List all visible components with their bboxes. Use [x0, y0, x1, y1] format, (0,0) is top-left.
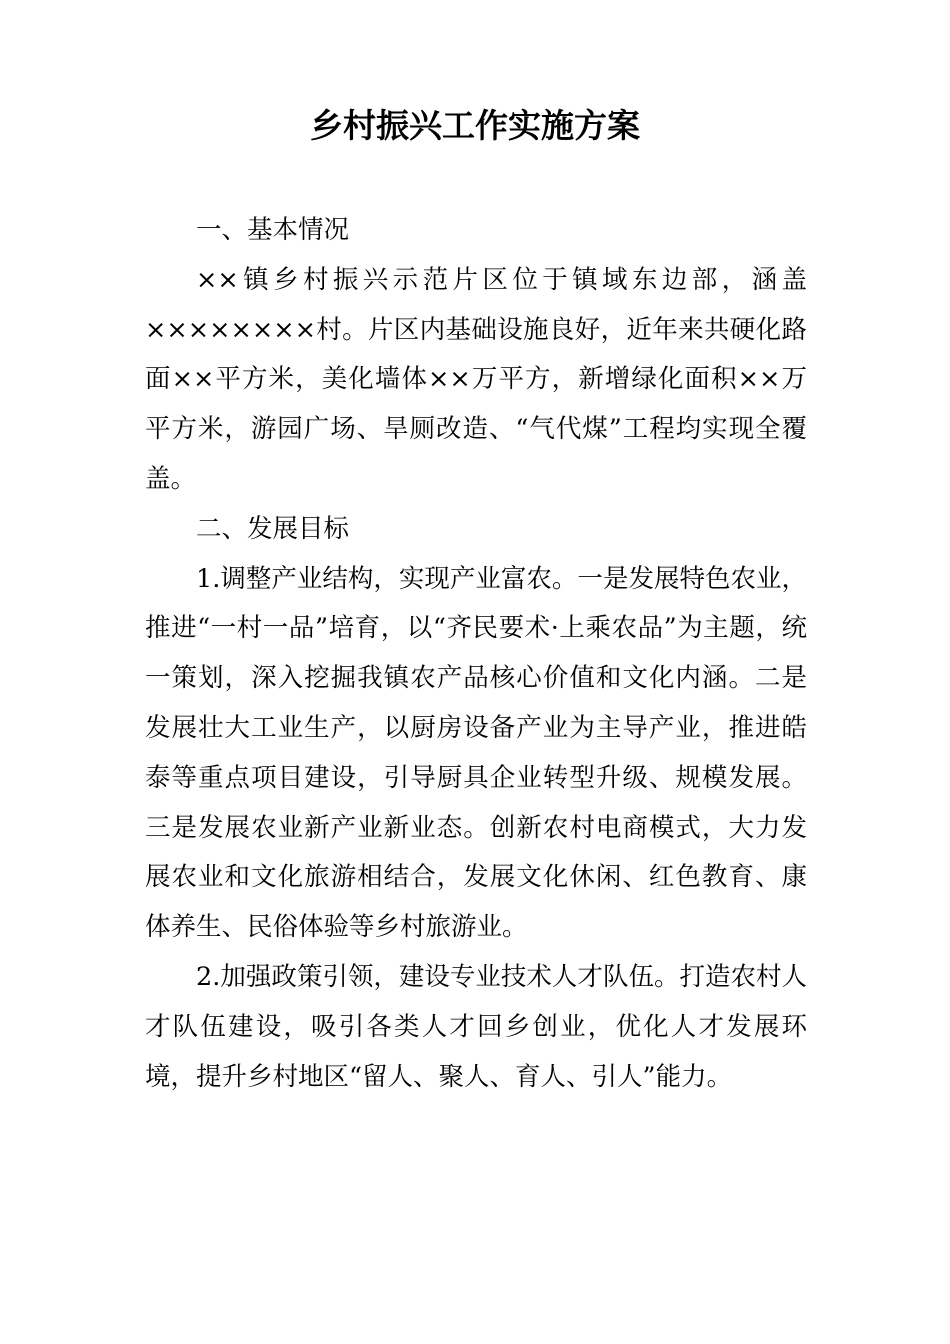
document-body: [145, 206, 807, 1102]
paragraph: 1.调整产业结构，实现产业富农。一是发展特色农业，推进“一村一品”培育，以“齐民要术·上乘农品”为主题，统一策划，深入挖掘我镇农产品核心价值和文化内涵。二是发展壮大工业生产，以厨房设备产业为主导产业，推进皓泰等重点项目建设，引导厨具企业转型升级、规模发展。三是发展农业新产业新业态。创新农村电商模式，大力发展农业和文化旅游相结合，发展文化休闲、红色教育、康体养生、民俗体验等乡村旅游业。: [145, 563, 807, 943]
section-basic-situation: [145, 206, 807, 505]
section-heading: 一、基本情况: [196, 215, 350, 245]
section-heading: 二、发展目标: [196, 513, 350, 544]
document-title: 乡村振兴工作实施方案: [310, 106, 640, 145]
paragraph: 2.加强政策引领，建设专业技术人才队伍。打造农村人才队伍建设，吸引各类人才回乡创业，优化人才发展环境，提升乡村地区“留人、聚人、育人、引人”能力。: [145, 961, 807, 1092]
section-development-goals: [145, 505, 807, 1103]
paragraph: ××镇乡村振兴示范片区位于镇域东边部，涵盖××××××××村。片区内基础设施良好，近年来共硬化路面××平方米，美化墙体××万平方，新增绿化面积××万平方米，游园广场、旱厕改造、“气代煤”工程均实现全覆盖。: [145, 264, 807, 494]
